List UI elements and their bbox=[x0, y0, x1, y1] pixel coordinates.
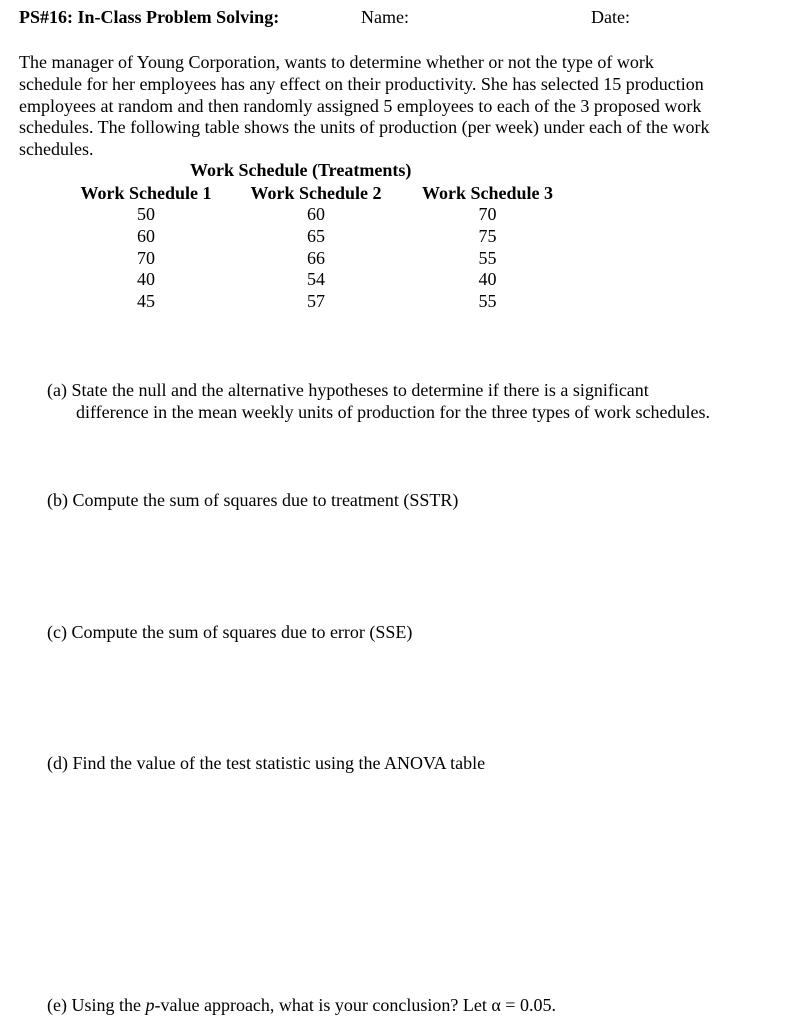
table-cell: 60 bbox=[137, 225, 155, 246]
name-label: Name: bbox=[361, 7, 409, 27]
problem-statement-line: schedule for her employees has any effect on their productivity. She has selected 15 production bbox=[19, 73, 704, 94]
question-c bbox=[47, 621, 412, 643]
question-e bbox=[47, 994, 556, 1016]
table-cell: 66 bbox=[307, 247, 325, 268]
question-e-suffix: -value approach, what is your conclusion? Let α = 0.05. bbox=[154, 995, 556, 1015]
column-header: Work Schedule 3 bbox=[421, 183, 554, 203]
problem-statement-line: schedules. The following table shows the units of production (per week) under each of the work bbox=[19, 117, 710, 138]
table-column-work-schedule-2 bbox=[245, 182, 387, 313]
problem-statement-line: schedules. bbox=[19, 139, 94, 160]
worksheet-title: PS#16: In-Class Problem Solving: bbox=[19, 7, 280, 27]
question-a bbox=[47, 379, 710, 423]
table-title: Work Schedule (Treatments) bbox=[190, 160, 412, 180]
table-cell: 40 bbox=[137, 269, 155, 290]
question-b-text: (b) Compute the sum of squares due to treatment (SSTR) bbox=[47, 490, 459, 510]
table-cell: 55 bbox=[478, 247, 497, 268]
table-cell: 60 bbox=[307, 204, 325, 224]
question-e-prefix: (e) Using the bbox=[47, 995, 146, 1015]
question-a-line-2: difference in the mean weekly units of production for the three types of work schedules. bbox=[76, 402, 710, 422]
question-d-text: (d) Find the value of the test statistic using the ANOVA table bbox=[47, 753, 486, 773]
table-cell: 50 bbox=[137, 204, 155, 224]
table-cell: 65 bbox=[307, 225, 325, 246]
question-c-text: (c) Compute the sum of squares due to error (SSE) bbox=[47, 622, 413, 642]
table-column-work-schedule-1 bbox=[75, 182, 217, 313]
question-d bbox=[47, 752, 485, 774]
question-e-italic-p: p bbox=[145, 995, 155, 1015]
table-cell: 40 bbox=[478, 269, 497, 290]
question-a-line-1: (a) State the null and the alternative hypotheses to determine if there is a significant bbox=[47, 380, 649, 400]
date-label: Date: bbox=[591, 7, 630, 27]
table-cell: 57 bbox=[307, 291, 325, 312]
problem-statement-line: The manager of Young Corporation, wants to determine whether or not the type of work bbox=[19, 52, 654, 72]
table-cell: 70 bbox=[478, 204, 497, 224]
column-header: Work Schedule 2 bbox=[250, 183, 382, 203]
table-cell: 55 bbox=[478, 291, 497, 312]
table-cell: 70 bbox=[137, 247, 155, 268]
question-e-text bbox=[47, 994, 556, 1016]
table-cell: 75 bbox=[478, 225, 497, 246]
question-b bbox=[47, 489, 458, 511]
table-column-work-schedule-3 bbox=[416, 182, 559, 313]
table-cell: 54 bbox=[307, 269, 325, 290]
column-header: Work Schedule 1 bbox=[80, 183, 212, 203]
problem-statement-line: employees at random and then randomly assigned 5 employees to each of the 3 proposed work bbox=[19, 95, 702, 116]
table-cell: 45 bbox=[137, 291, 155, 312]
problem-statement bbox=[19, 52, 789, 161]
